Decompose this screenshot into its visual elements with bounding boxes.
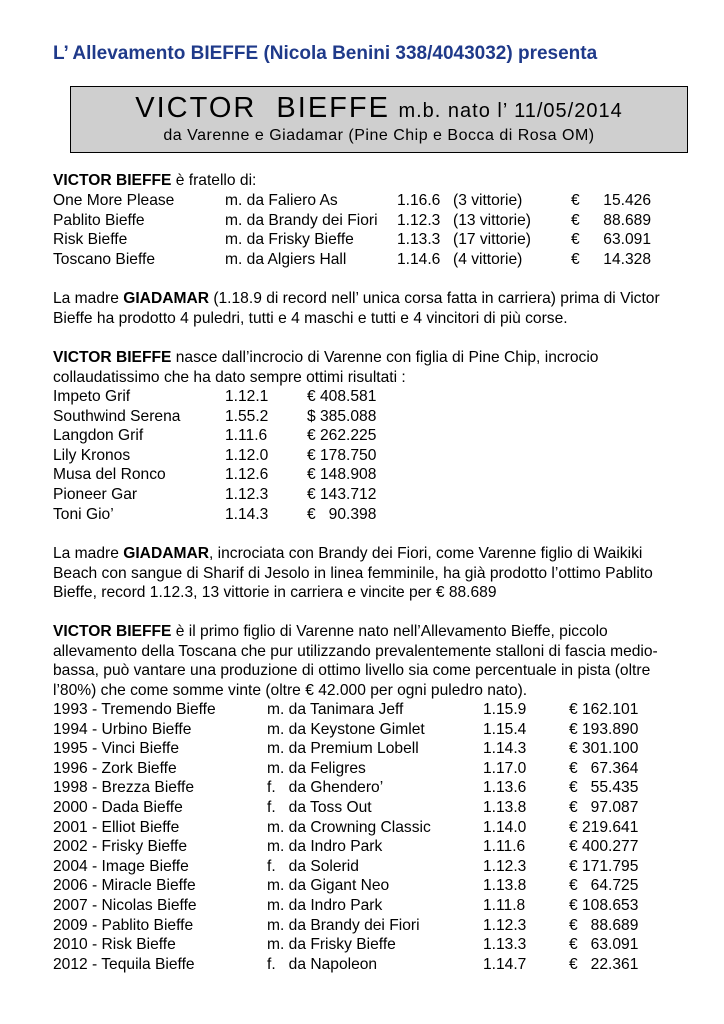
production-record: 1.13.8 bbox=[483, 877, 527, 895]
cross-prize: € 178.750 bbox=[307, 446, 377, 464]
cross-name: Pioneer Gar bbox=[53, 486, 138, 503]
sibling-by: m. da Frisky Bieffe bbox=[225, 231, 354, 249]
sibling-wins: (17 vittorie) bbox=[453, 231, 531, 249]
cross-name: Southwind Serena bbox=[53, 407, 181, 425]
production-record: 1.13.3 bbox=[483, 936, 527, 954]
sibling-by: m. da Faliero As bbox=[225, 192, 338, 209]
production-prize: € 64.725 bbox=[569, 877, 639, 895]
production-prize: € 97.087 bbox=[569, 799, 639, 816]
madre-paragraph-1 bbox=[53, 289, 673, 328]
sibling-cur: € bbox=[571, 231, 580, 249]
cross-record: 1.55.2 bbox=[225, 407, 269, 425]
incrocio-bold: VICTOR BIEFFE bbox=[53, 349, 172, 366]
primo-bold: VICTOR BIEFFE bbox=[53, 623, 172, 640]
horse-pedigree: da Varenne e Giadamar (Pine Chip e Bocca di Rosa OM) bbox=[163, 127, 595, 144]
production-prize: € 108.653 bbox=[569, 897, 639, 914]
production-record: 1.14.7 bbox=[483, 955, 527, 973]
title-box bbox=[70, 86, 688, 153]
sibling-prize: 14.328 bbox=[603, 250, 651, 268]
sibling-wins: (3 vittorie) bbox=[453, 192, 523, 209]
production-record: 1.15.9 bbox=[483, 701, 527, 718]
production-by: f. da Toss Out bbox=[267, 799, 372, 816]
production-record: 1.13.8 bbox=[483, 799, 527, 816]
cross-record: 1.11.6 bbox=[225, 427, 268, 445]
incrocio-paragraph bbox=[53, 348, 673, 387]
production-year_name: 2007 - Nicolas Bieffe bbox=[53, 897, 197, 914]
production-by: f. da Ghendero’ bbox=[267, 779, 384, 797]
incrocio-post: nasce dall’incrocio di Varenne con figlia di Pine Chip, incrocio collaudatissimo che ha dato sempre ottimi risultati : bbox=[53, 349, 599, 386]
primo-post: è il primo figlio di Varenne nato nell’Allevamento Bieffe, piccolo allevamento della Toscana che pur utilizzando prevalentemente stalloni di fascia medio-bassa, può vantare una produzione di ottimo livello sia come percentuale in pista (oltre l’80%) che come somme vinte (oltre € 42.000 per ogni puledro nato). bbox=[53, 623, 658, 699]
sibling-record: 1.16.6 bbox=[397, 192, 441, 209]
cross-prize: € 143.712 bbox=[307, 486, 377, 503]
cross-name: Musa del Ronco bbox=[53, 466, 166, 484]
production-by: m. da Indro Park bbox=[267, 897, 383, 914]
cross-record: 1.12.3 bbox=[225, 486, 269, 503]
production-by: m. da Premium Lobell bbox=[267, 740, 419, 758]
sibling-name: One More Please bbox=[53, 192, 175, 209]
production-record: 1.12.3 bbox=[483, 857, 527, 875]
production-year_name: 1995 - Vinci Bieffe bbox=[53, 740, 179, 758]
cross-prize: € 148.908 bbox=[307, 466, 377, 484]
production-prize: € 67.364 bbox=[569, 759, 639, 777]
siblings-intro-bold: VICTOR BIEFFE bbox=[53, 172, 172, 189]
production-year_name: 1994 - Urbino Bieffe bbox=[53, 720, 192, 738]
production-prize: € 400.277 bbox=[569, 838, 639, 856]
document-header: L’ Allevamento BIEFFE (Nicola Benini 338/4043032) presenta bbox=[53, 43, 598, 64]
production-prize: € 162.101 bbox=[569, 701, 639, 718]
production-record: 1.17.0 bbox=[483, 759, 527, 777]
cross-prize: $ 385.088 bbox=[307, 407, 377, 425]
production-by: m. da Feligres bbox=[267, 759, 366, 777]
production-year_name: 2010 - Risk Bieffe bbox=[53, 936, 176, 954]
siblings-intro-text: è fratello di: bbox=[171, 172, 257, 189]
sibling-record: 1.13.3 bbox=[397, 231, 441, 249]
madre-paragraph-2 bbox=[53, 544, 673, 603]
production-year_name: 2002 - Frisky Bieffe bbox=[53, 838, 188, 856]
sibling-cur: € bbox=[571, 192, 580, 209]
production-year_name: 2006 - Miracle Bieffe bbox=[53, 877, 196, 895]
sibling-by: m. da Brandy dei Fiori bbox=[225, 211, 378, 229]
production-year_name: 2001 - Elliot Bieffe bbox=[53, 818, 180, 836]
production-year_name: 1998 - Brezza Bieffe bbox=[53, 779, 195, 797]
sibling-wins: (13 vittorie) bbox=[453, 211, 531, 229]
sibling-name: Pablito Bieffe bbox=[53, 211, 145, 229]
madre2-post: , incrociata con Brandy dei Fiori, come Varenne figlio di Waikiki Beach con sangue di Sharif di Jesolo in linea femminile, ha già prodotto l’ottimo Pablito Bieffe, record 1.12.3, 13 vittorie in carriera e vincite per € 88.689 bbox=[53, 545, 653, 602]
production-record: 1.14.0 bbox=[483, 818, 527, 836]
cross-record: 1.12.0 bbox=[225, 446, 269, 464]
production-by: m. da Frisky Bieffe bbox=[267, 936, 396, 954]
production-prize: € 22.361 bbox=[569, 955, 639, 973]
production-prize: € 55.435 bbox=[569, 779, 639, 797]
horse-info: m.b. nato l’ 11/05/2014 bbox=[398, 100, 623, 122]
production-prize: € 193.890 bbox=[569, 720, 639, 738]
cross-record: 1.12.6 bbox=[225, 466, 269, 484]
madre1-pre: La madre bbox=[53, 290, 124, 307]
sibling-prize: 88.689 bbox=[603, 211, 651, 229]
sibling-record: 1.12.3 bbox=[397, 211, 441, 229]
production-record: 1.14.3 bbox=[483, 740, 527, 758]
sibling-record: 1.14.6 bbox=[397, 250, 441, 268]
production-by: f. da Napoleon bbox=[267, 955, 378, 973]
production-prize: € 63.091 bbox=[569, 936, 639, 954]
production-year_name: 1996 - Zork Bieffe bbox=[53, 759, 177, 777]
cross-name: Lily Kronos bbox=[53, 446, 131, 464]
production-year_name: 2000 - Dada Bieffe bbox=[53, 799, 183, 816]
production-by: m. da Crowning Classic bbox=[267, 818, 431, 836]
cross-name: Langdon Grif bbox=[53, 427, 144, 445]
sibling-name: Risk Bieffe bbox=[53, 231, 128, 249]
production-year_name: 2012 - Tequila Bieffe bbox=[53, 955, 195, 973]
production-prize: € 219.641 bbox=[569, 818, 639, 836]
production-by: m. da Tanimara Jeff bbox=[267, 701, 404, 718]
madre2-pre: La madre bbox=[53, 545, 124, 562]
production-prize: € 301.100 bbox=[569, 740, 639, 758]
production-record: 1.15.4 bbox=[483, 720, 527, 738]
sibling-name: Toscano Bieffe bbox=[53, 250, 156, 268]
production-record: 1.13.6 bbox=[483, 779, 527, 797]
production-record: 1.12.3 bbox=[483, 916, 527, 934]
sibling-by: m. da Algiers Hall bbox=[225, 250, 347, 268]
sibling-prize: 15.426 bbox=[603, 192, 651, 209]
cross-prize: € 408.581 bbox=[307, 388, 377, 405]
sibling-wins: (4 vittorie) bbox=[453, 250, 523, 268]
production-prize: € 88.689 bbox=[569, 916, 639, 934]
production-by: m. da Keystone Gimlet bbox=[267, 720, 425, 738]
production-by: f. da Solerid bbox=[267, 857, 359, 875]
production-by: m. da Indro Park bbox=[267, 838, 383, 856]
madre1-post: (1.18.9 di record nell’ unica corsa fatta in carriera) prima di Victor Bieffe ha prodotto 4 puledri, tutti e 4 maschi e tutti e 4 vincitori di più corse. bbox=[53, 290, 660, 327]
sibling-cur: € bbox=[571, 250, 580, 268]
cross-record: 1.14.3 bbox=[225, 505, 269, 523]
sibling-cur: € bbox=[571, 211, 580, 229]
madre1-bold: GIADAMAR bbox=[123, 290, 209, 307]
production-year_name: 2004 - Image Bieffe bbox=[53, 857, 189, 875]
cross-prize: € 90.398 bbox=[307, 505, 377, 523]
cross-prize: € 262.225 bbox=[307, 427, 377, 445]
primo-paragraph bbox=[53, 622, 673, 700]
production-by: m. da Brandy dei Fiori bbox=[267, 916, 420, 934]
cross-name: Impeto Grif bbox=[53, 388, 131, 405]
cross-record: 1.12.1 bbox=[225, 388, 269, 405]
production-by: m. da Gigant Neo bbox=[267, 877, 390, 895]
production-record: 1.11.8 bbox=[483, 897, 526, 914]
horse-name: VICTOR BIEFFE bbox=[135, 92, 390, 124]
sibling-prize: 63.091 bbox=[603, 231, 651, 249]
production-prize: € 171.795 bbox=[569, 857, 639, 875]
production-record: 1.11.6 bbox=[483, 838, 526, 856]
madre2-bold: GIADAMAR bbox=[123, 545, 209, 562]
cross-name: Toni Gio’ bbox=[53, 505, 114, 523]
production-year_name: 1993 - Tremendo Bieffe bbox=[53, 701, 216, 718]
title-line bbox=[71, 93, 687, 126]
production-year_name: 2009 - Pablito Bieffe bbox=[53, 916, 194, 934]
